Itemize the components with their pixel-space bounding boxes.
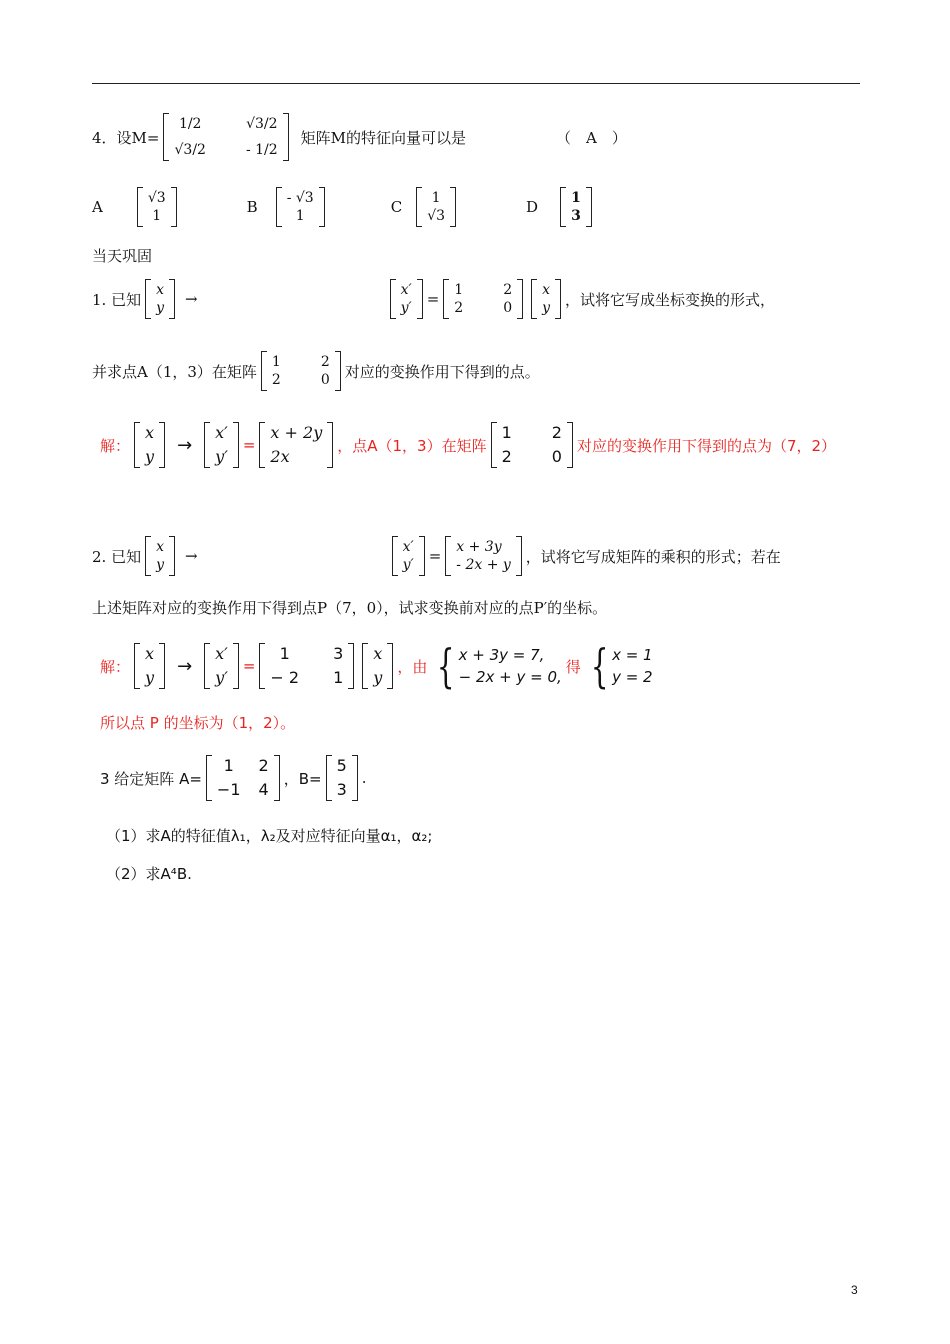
p2-sol-vec-xpyp (204, 643, 239, 689)
header-rule (92, 83, 860, 84)
p1-sol-rhs-bottom: 2x (270, 447, 290, 466)
q4-text: 矩阵M的特征向量可以是 (300, 128, 467, 147)
option-d-bottom: 3 (571, 208, 581, 224)
option-c-letter: C (390, 198, 403, 216)
p2-res2: y = 2 (612, 668, 653, 686)
p3-matrix-b (326, 755, 358, 801)
p2-sol-result (585, 639, 653, 693)
p1-sol-m21: 2 (501, 447, 512, 466)
p1-sol-arrow: → (177, 434, 193, 456)
problem-1-solution (100, 418, 836, 472)
p1-m2-11: 1 (271, 354, 281, 370)
p1-sol-label: 解： (100, 436, 131, 455)
m21: √3/2 (174, 142, 206, 158)
problem-2-solution (100, 638, 657, 694)
p1-sol-y: y (145, 447, 155, 466)
p1-prefix: 1. 已知 (92, 290, 142, 309)
p2-suffix: ，试将它写成矩阵的乘积的形式；若在 (525, 547, 781, 566)
p2-vec-xp: x′ (402, 539, 414, 555)
p2-sol-matrix (259, 643, 354, 689)
p1-suffix: ，试将它写成坐标变换的形式， (565, 290, 776, 309)
p1-sol-vec-xpyp (204, 422, 239, 468)
m11: 1/2 (178, 116, 202, 132)
p1-vec-xp: x′ (400, 282, 412, 298)
p3-end: . (361, 769, 367, 787)
p3-sub1-text: （1）求A的特征值λ₁，λ₂及对应特征向量α₁，α₂; (106, 826, 433, 845)
p1-sol-x: x (145, 423, 155, 442)
p2-sol-vec-xy (134, 643, 165, 689)
option-a-letter: A (92, 198, 103, 216)
problem-2-statement (92, 535, 781, 577)
p2-vector-xy (145, 536, 175, 576)
question-4 (92, 104, 627, 170)
p3-a21: −1 (216, 780, 241, 799)
m12: √3/2 (246, 116, 278, 132)
p2-arrow: → (185, 547, 198, 565)
p2-sol-system (431, 639, 562, 693)
p2-sol-x-2: x (373, 644, 383, 663)
p2-sol-m21: − 2 (270, 668, 300, 687)
section-heading (92, 244, 152, 266)
p2-sol-eq: = (242, 657, 256, 675)
matrix-m (163, 113, 288, 161)
option-d-top: 1 (571, 190, 581, 206)
p1-vector-xy (145, 279, 175, 319)
m22: - 1/2 (245, 142, 278, 158)
p3-sub2-text: （2）求A⁴B. (106, 864, 192, 883)
p1-sol-yp: y′ (215, 447, 228, 466)
p2-sol-x: x (145, 644, 155, 663)
p2-vec-y: y (156, 557, 165, 573)
p2-sol-arrow: → (177, 655, 193, 677)
p2-eq: = (428, 547, 442, 565)
p1-m21: 2 (454, 300, 464, 316)
p2-sol-m12: 3 (333, 644, 344, 663)
p2-sol-label: 解： (100, 657, 131, 676)
p2-sol-yp: y′ (215, 668, 228, 687)
p1-sol-eq: = (242, 436, 256, 454)
p1-vec-y-2: y (542, 300, 551, 316)
p3-b2: 3 (336, 780, 347, 799)
option-a-bottom: 1 (152, 208, 162, 224)
p2-sol-y: y (145, 668, 155, 687)
p1-sol-mid: ，点A（1，3）在矩阵 (337, 436, 487, 455)
p1-line2-prefix: 并求点A（1，3）在矩阵 (92, 362, 257, 381)
problem-3-statement (100, 752, 367, 804)
option-a-top: √3 (147, 190, 166, 206)
section-heading-text: 当天巩固 (92, 246, 153, 265)
option-c-top: 1 (431, 190, 441, 206)
p1-m2-21: 2 (271, 372, 281, 388)
p3-mid: ，B= (283, 769, 322, 788)
p1-m11: 1 (454, 282, 464, 298)
p3-matrix-a (206, 755, 280, 801)
p2-sol-de: 得 (565, 657, 581, 676)
p1-sol-vec-xy (134, 422, 165, 468)
option-d-letter: D (526, 198, 539, 216)
p1-m2-22: 0 (320, 372, 330, 388)
problem-1-statement (92, 278, 775, 320)
p1-m12: 2 (503, 282, 513, 298)
brace-icon-2: { (590, 639, 609, 693)
p2-rhs-top: x + 3y (456, 539, 502, 555)
q4-options (92, 187, 596, 227)
p2-vector-xpyp (392, 536, 425, 576)
p1-vec-x-2: x (542, 282, 551, 298)
option-b-letter: B (246, 198, 258, 216)
p3-sub1 (106, 824, 432, 846)
p1-line2-suffix: 对应的变换作用下得到的点。 (344, 362, 540, 381)
p3-a11: 1 (223, 756, 234, 775)
option-c-vector (416, 187, 456, 227)
p1-sol-xp: x′ (215, 423, 228, 442)
q4-answer: （ A ） (556, 128, 627, 147)
p3-a22: 4 (258, 780, 269, 799)
problem-2-line2 (92, 596, 607, 618)
p1-sol-end: 对应的变换作用下得到的点为（7，2） (576, 436, 837, 455)
p2-conclusion-text: 所以点 P 的坐标为（1，2）。 (100, 713, 296, 732)
option-d-vector (560, 187, 592, 227)
option-b-bottom: 1 (295, 208, 305, 224)
option-a-vector (137, 187, 177, 227)
p1-sol-rhs-top: x + 2y (270, 423, 323, 442)
p2-sol-vec-xy-2 (362, 643, 393, 689)
p3-b1: 5 (336, 756, 347, 775)
p1-vec-yp: y′ (400, 300, 412, 316)
p3-sub2 (106, 862, 192, 884)
p2-sol-xp: x′ (215, 644, 228, 663)
p2-conclusion (100, 711, 295, 733)
p2-eq1: x + 3y = 7, (458, 646, 545, 664)
p1-matrix (443, 279, 523, 319)
problem-1-line2 (92, 351, 540, 391)
p1-eq: = (426, 290, 440, 308)
p1-vec-x: x (156, 282, 164, 298)
p1-sol-m12: 2 (551, 423, 562, 442)
option-b-vector (276, 187, 325, 227)
p1-m22: 0 (503, 300, 513, 316)
p1-vector-xpyp (390, 279, 423, 319)
p1-vec-y: y (156, 300, 165, 316)
p2-vec-x: x (156, 539, 164, 555)
p1-arrow: → (185, 290, 198, 308)
p1-sol-rhs (259, 422, 333, 468)
p1-sol-matrix (491, 422, 573, 468)
p1-matrix-2 (261, 351, 341, 391)
p2-rhs-bottom: - 2x + y (456, 557, 511, 573)
p2-sol-y-2: y (373, 668, 383, 687)
q4-prefix: 4．设M= (92, 128, 160, 147)
option-b-top: - √3 (286, 190, 314, 206)
p2-vec-yp: y′ (402, 557, 414, 573)
option-c-bottom: √3 (427, 208, 446, 224)
p3-a12: 2 (258, 756, 269, 775)
p2-eq2: − 2x + y = 0, (458, 668, 562, 686)
p2-sol-m22: 1 (333, 668, 344, 687)
p2-res1: x = 1 (612, 646, 653, 664)
brace-icon: { (437, 639, 455, 693)
p1-sol-m22: 0 (551, 447, 562, 466)
p1-sol-m11: 1 (501, 423, 512, 442)
p2-sol-m11: 1 (279, 644, 290, 663)
p2-prefix: 2. 已知 (92, 547, 142, 566)
p2-sol-you: ，由 (397, 657, 428, 676)
p2-line2-text: 上述矩阵对应的变换作用下得到点P（7，0），试求变换前对应的点P′的坐标。 (92, 598, 608, 617)
p3-prefix: 3 给定矩阵 A= (100, 769, 202, 788)
p1-m2-12: 2 (320, 354, 330, 370)
page-number: 3 (851, 1283, 858, 1297)
p1-vector-xy-2 (531, 279, 561, 319)
p2-rhs (445, 536, 522, 576)
